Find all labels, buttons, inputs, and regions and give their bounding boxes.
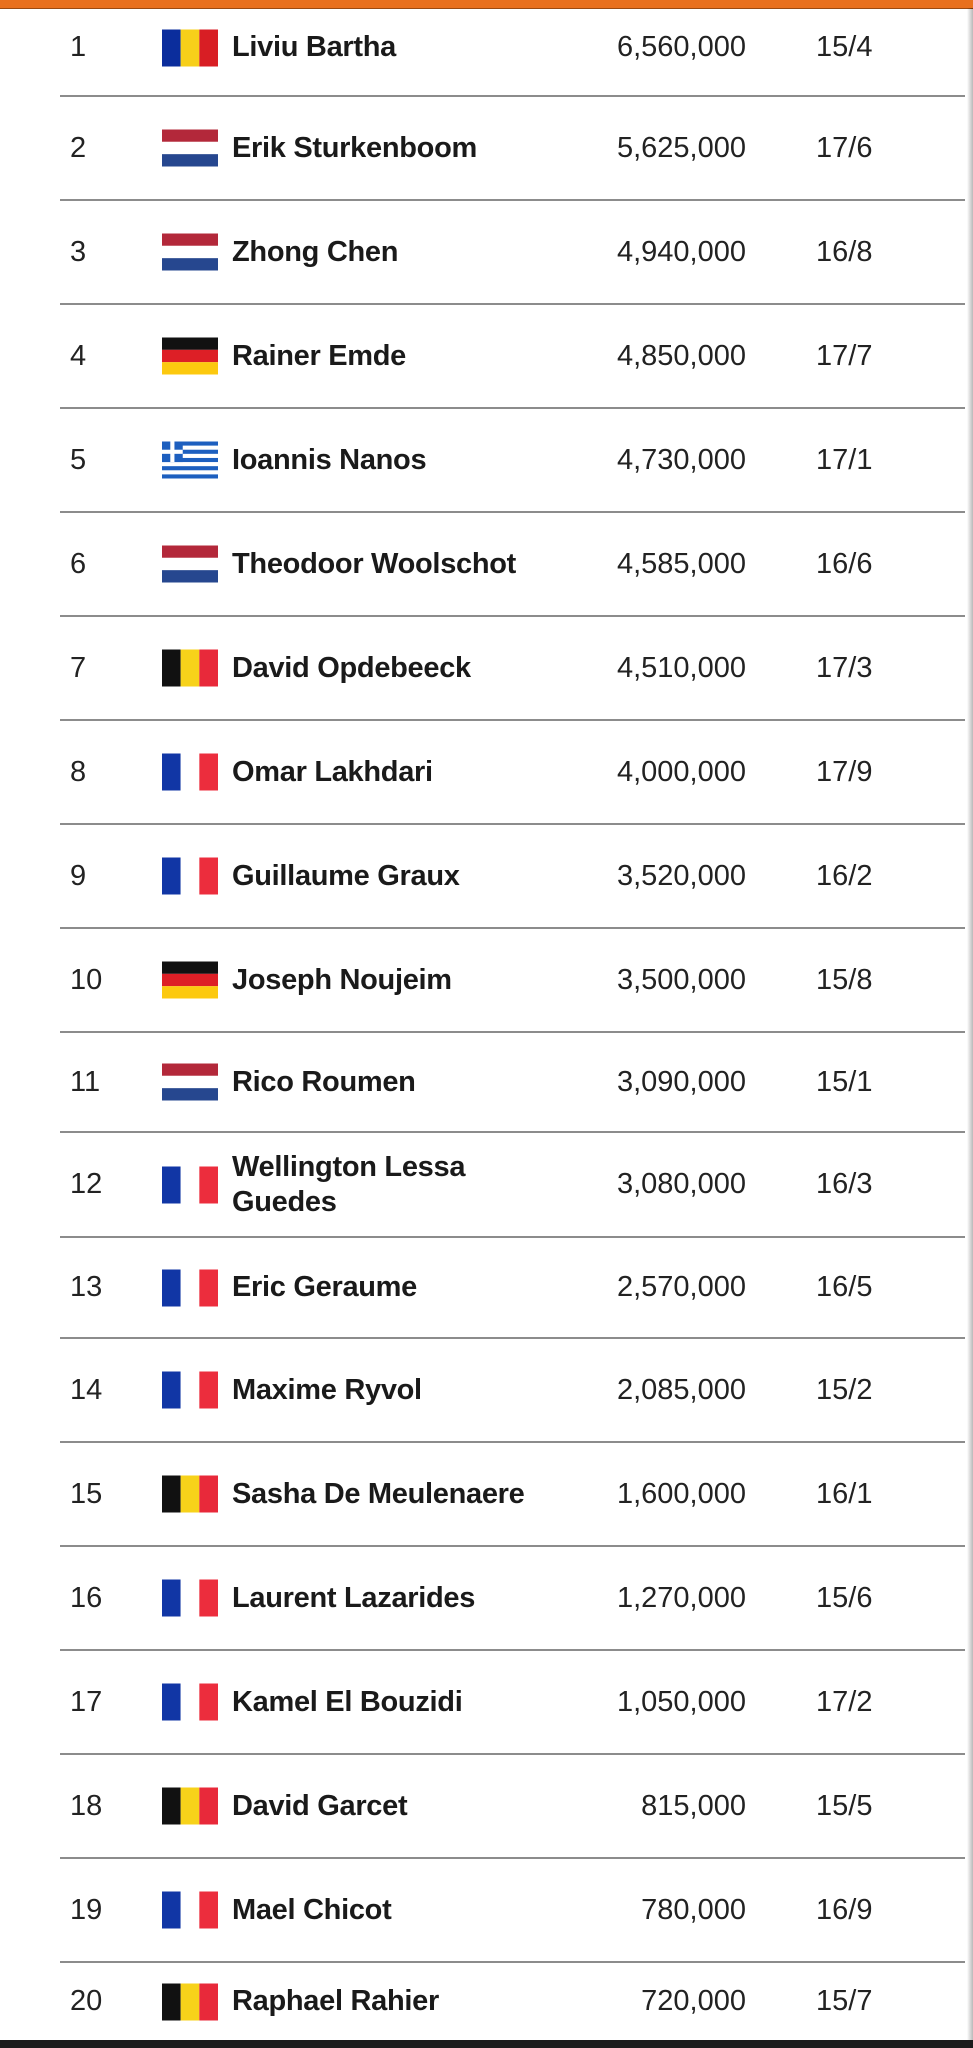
rank-cell: 15 — [70, 1477, 103, 1510]
player-name[interactable]: Omar Lakhdari — [232, 755, 433, 788]
prize-amount: 6,560,000 — [616, 31, 746, 63]
prize-amount: 3,520,000 — [616, 859, 746, 892]
flag-netherlands-icon — [162, 130, 218, 167]
rank-cell: 9 — [70, 859, 87, 892]
table-row[interactable] — [60, 1339, 965, 1443]
rank-cell: 8 — [70, 755, 87, 788]
rank-cell: 5 — [70, 443, 87, 476]
flag-netherlands-icon — [162, 546, 218, 583]
table-row[interactable] — [60, 1238, 965, 1339]
flag-belgium-icon — [162, 650, 218, 687]
date-cell: 16/3 — [816, 1168, 873, 1200]
player-name[interactable]: Liviu Bartha — [232, 31, 396, 64]
date-cell: 15/4 — [816, 31, 873, 63]
flag-france-icon — [162, 1269, 218, 1306]
table-row[interactable] — [60, 929, 965, 1033]
rank-cell: 2 — [70, 131, 87, 164]
player-name[interactable]: Theodoor Woolschot — [232, 547, 517, 580]
player-name[interactable]: David Opdebeeck — [232, 651, 471, 684]
date-cell: 15/6 — [816, 1581, 873, 1614]
flag-france-icon — [162, 1892, 218, 1929]
flag-belgium-icon — [162, 1983, 218, 2020]
player-name[interactable]: Raphael Rahier — [232, 1985, 439, 2018]
rank-cell: 20 — [70, 1985, 103, 2017]
table-row[interactable] — [60, 1033, 965, 1133]
player-name[interactable]: Joseph Noujeim — [232, 963, 452, 996]
table-row[interactable] — [60, 721, 965, 825]
player-name[interactable]: Kamel El Bouzidi — [232, 1685, 463, 1718]
date-cell: 15/5 — [816, 1789, 873, 1822]
table-row[interactable] — [60, 201, 965, 305]
rank-cell: 19 — [70, 1893, 103, 1926]
rank-cell: 12 — [70, 1168, 103, 1200]
flag-belgium-icon — [162, 1788, 218, 1825]
flag-germany-icon — [162, 338, 218, 375]
prize-amount: 3,080,000 — [616, 1168, 746, 1200]
table-row[interactable] — [60, 1443, 965, 1547]
player-name[interactable]: Rico Roumen — [232, 1065, 416, 1098]
rank-cell: 17 — [70, 1685, 103, 1718]
prize-amount: 4,730,000 — [616, 443, 746, 476]
player-name[interactable]: Wellington Lessa Guedes — [232, 1151, 466, 1218]
prize-amount: 720,000 — [641, 1985, 746, 2017]
player-name[interactable]: Ioannis Nanos — [232, 443, 427, 476]
rank-cell: 16 — [70, 1581, 103, 1614]
table-row[interactable] — [60, 1859, 965, 1963]
date-cell: 17/7 — [816, 339, 873, 372]
date-cell: 17/6 — [816, 131, 873, 164]
player-name[interactable]: Zhong Chen — [232, 235, 399, 268]
rank-cell: 10 — [70, 963, 103, 996]
date-cell: 17/1 — [816, 443, 873, 476]
prize-amount: 3,090,000 — [616, 1065, 746, 1098]
prize-amount: 2,570,000 — [616, 1271, 746, 1303]
prize-amount: 4,510,000 — [616, 651, 746, 684]
prize-amount: 5,625,000 — [616, 131, 746, 164]
prize-amount: 4,940,000 — [616, 235, 746, 268]
rank-cell: 14 — [70, 1373, 103, 1406]
bottom-bar — [0, 2040, 973, 2048]
flag-france-icon — [162, 1372, 218, 1409]
table-row[interactable] — [60, 97, 965, 201]
table-row[interactable] — [60, 1133, 965, 1238]
date-cell: 16/6 — [816, 547, 873, 580]
prize-amount: 2,085,000 — [616, 1373, 746, 1406]
flag-belgium-icon — [162, 1476, 218, 1513]
date-cell: 16/1 — [816, 1477, 873, 1510]
flag-france-icon — [162, 754, 218, 791]
date-cell: 16/5 — [816, 1271, 873, 1303]
prize-amount: 1,270,000 — [616, 1581, 746, 1614]
table-row[interactable] — [60, 1547, 965, 1651]
flag-france-icon — [162, 858, 218, 895]
player-name[interactable]: David Garcet — [232, 1789, 408, 1822]
rank-cell: 4 — [70, 339, 87, 372]
flag-netherlands-icon — [162, 1064, 218, 1101]
player-name[interactable]: Guillaume Graux — [232, 859, 460, 892]
flag-france-icon — [162, 1166, 218, 1203]
rank-cell: 13 — [70, 1271, 103, 1303]
flag-greece-icon — [162, 442, 218, 479]
flag-france-icon — [162, 1580, 218, 1617]
date-cell: 16/8 — [816, 235, 873, 268]
table-row[interactable] — [60, 1651, 965, 1755]
player-name[interactable]: Sasha De Meulenaere — [232, 1477, 525, 1510]
date-cell: 15/8 — [816, 963, 873, 996]
side-shadow — [967, 8, 973, 2040]
flag-netherlands-icon — [162, 234, 218, 271]
flag-france-icon — [162, 1684, 218, 1721]
date-cell: 15/1 — [816, 1065, 873, 1098]
table-row[interactable] — [60, 825, 965, 929]
prize-amount: 815,000 — [641, 1789, 746, 1822]
rank-cell: 11 — [70, 1065, 101, 1098]
date-cell: 16/2 — [816, 859, 873, 892]
table-row[interactable] — [60, 305, 965, 409]
prize-amount: 4,585,000 — [616, 547, 746, 580]
table-row[interactable] — [60, 1755, 965, 1859]
rank-cell: 3 — [70, 235, 87, 268]
prize-amount: 780,000 — [641, 1893, 746, 1926]
date-cell: 15/7 — [816, 1985, 873, 2017]
rank-cell: 18 — [70, 1789, 103, 1822]
table-row[interactable] — [60, 0, 965, 97]
prize-amount: 3,500,000 — [616, 963, 746, 996]
player-name[interactable]: Laurent Lazarides — [232, 1581, 476, 1614]
player-name[interactable]: Mael Chicot — [232, 1893, 392, 1926]
date-cell: 17/3 — [816, 651, 873, 684]
player-name[interactable]: Rainer Emde — [232, 339, 406, 372]
player-name[interactable]: Maxime Ryvol — [232, 1373, 422, 1406]
prize-amount: 4,000,000 — [616, 755, 746, 788]
flag-germany-icon — [162, 962, 218, 999]
rank-cell: 1 — [70, 31, 87, 63]
date-cell: 16/9 — [816, 1893, 873, 1926]
flag-romania-icon — [162, 29, 218, 66]
date-cell: 17/2 — [816, 1685, 873, 1718]
table-row[interactable] — [60, 513, 965, 617]
date-cell: 15/2 — [816, 1373, 873, 1406]
table-row[interactable] — [60, 617, 965, 721]
table-row[interactable] — [60, 409, 965, 513]
date-cell: 17/9 — [816, 755, 873, 788]
rank-cell: 7 — [70, 651, 87, 684]
prize-amount: 1,050,000 — [616, 1685, 746, 1718]
player-name[interactable]: Erik Sturkenboom — [232, 131, 477, 164]
rank-cell: 6 — [70, 547, 87, 580]
prize-amount: 4,850,000 — [616, 339, 746, 372]
prize-amount: 1,600,000 — [616, 1477, 746, 1510]
player-name[interactable]: Eric Geraume — [232, 1271, 417, 1304]
table-row[interactable] — [60, 1963, 965, 2040]
